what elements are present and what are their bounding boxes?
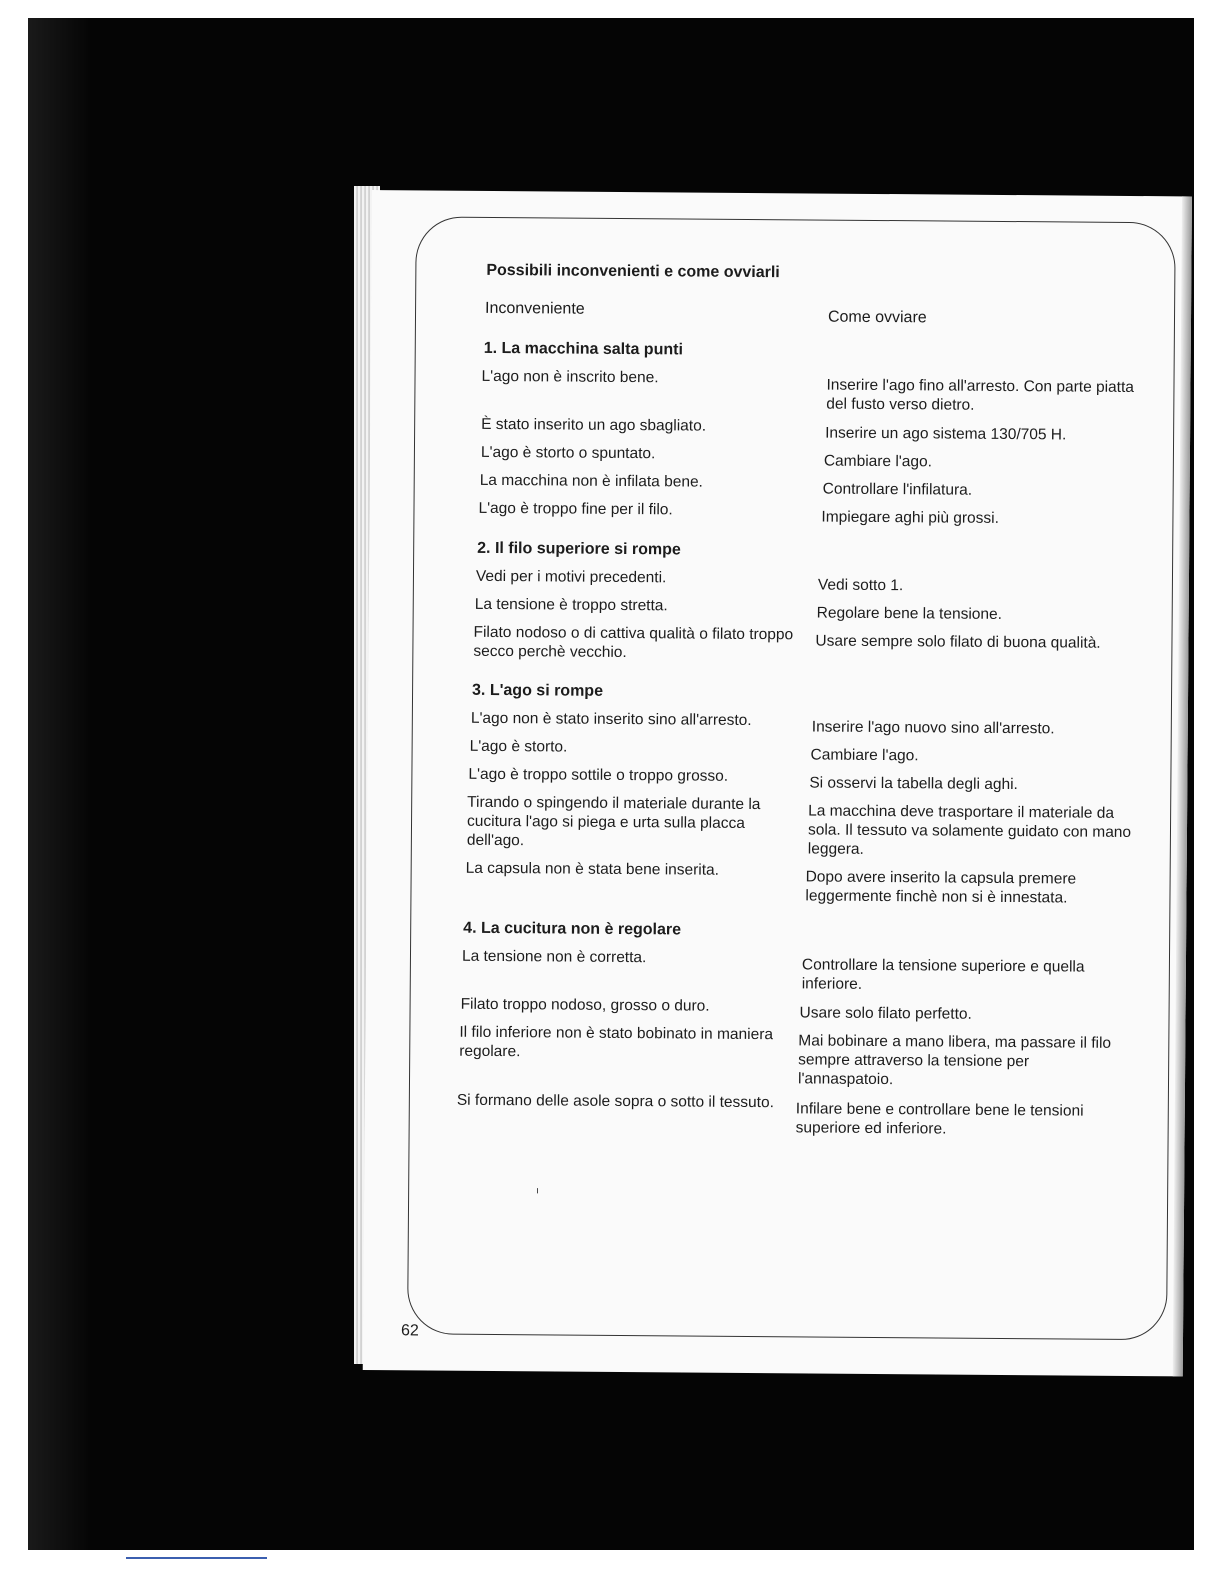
remedy-text: Regolare bene la tensione. <box>816 604 1003 623</box>
remedy-text: Usare sempre solo filato di buona qualità. <box>815 632 1101 652</box>
remedy-text: Inserire l'ago nuovo sino all'arresto. <box>811 718 1055 738</box>
scan-edge-shade <box>28 18 88 1550</box>
problem-text: Il filo inferiore non è stato bobinato in maniera regolare. <box>459 1023 774 1061</box>
problem-text: L'ago è troppo fine per il filo. <box>478 499 673 519</box>
problem-text: La macchina non è infilata bene. <box>479 471 703 491</box>
page-title: Possibili inconvenienti e come ovviarli <box>486 261 780 282</box>
problem-text: La capsula non è stata bene inserita. <box>465 859 720 879</box>
problem-text: Tirando o spingendo il materiale durante la cucitura l'ago si piega e urta sulla placca dell'ago. <box>466 793 761 850</box>
remedy-text: Controllare la tensione superiore e quella inferiore. <box>801 956 1085 993</box>
blue-rule-line <box>126 1557 267 1559</box>
stray-mark: ı <box>536 1185 539 1197</box>
problem-text: L'ago è troppo sottile o troppo grosso. <box>468 765 729 785</box>
remedy-text: Usare solo filato perfetto. <box>799 1004 972 1023</box>
section-title: 3. L'ago si rompe <box>472 681 604 700</box>
problem-text: Si formano delle asole sopra o sotto il tessuto. <box>456 1091 774 1112</box>
problem-text: L'ago è storto. <box>469 737 568 756</box>
remedy-text: La macchina deve trasportare il materiale da sola. Il tessuto va solamente guidato con mano leggera. <box>807 802 1132 858</box>
problem-text: Filato nodoso o di cattiva qualità o filato troppo secco perchè vecchio. <box>473 623 794 662</box>
remedy-text: Inserire un ago sistema 130/705 H. <box>825 424 1067 444</box>
problem-text: Filato troppo nodoso, grosso o duro. <box>460 995 710 1015</box>
remedy-text: Infilare bene e controllare bene le tensioni superiore ed inferiore. <box>795 1100 1084 1138</box>
problem-text: La tensione non è corretta. <box>461 947 647 967</box>
remedy-text: Impiegare aghi più grossi. <box>821 508 1000 527</box>
section-title: 4. La cucitura non è regolare <box>463 919 682 939</box>
book-page <box>363 190 1192 1376</box>
remedy-text: Dopo avere inserito la capsula premere leggermente finchè non si è innestata. <box>805 868 1077 907</box>
problem-text: Vedi per i motivi precedenti. <box>475 567 667 587</box>
page-number: 62 <box>400 1322 419 1340</box>
section-title: 2. Il filo superiore si rompe <box>477 539 681 559</box>
remedy-text: Inserire l'ago fino all'arresto. Con parte piatta del fusto verso dietro. <box>826 376 1135 414</box>
column-header-problem: Inconveniente <box>485 299 585 318</box>
remedy-text: Si osservi la tabella degli aghi. <box>809 774 1018 794</box>
problem-text: L'ago non è inscrito bene. <box>481 367 659 387</box>
problem-text: La tensione è troppo stretta. <box>474 595 668 615</box>
remedy-text: Cambiare l'ago. <box>823 452 933 471</box>
remedy-text: Vedi sotto 1. <box>817 576 904 595</box>
section-title: 1. La macchina salta punti <box>483 339 683 359</box>
problem-text: L'ago è storto o spuntato. <box>480 443 656 463</box>
remedy-text: Controllare l'infilatura. <box>822 480 973 499</box>
remedy-text: Cambiare l'ago. <box>810 746 919 765</box>
problem-text: L'ago non è stato inserito sino all'arresto. <box>470 709 752 729</box>
remedy-text: Mai bobinare a mano libera, ma passare il filo sempre attraverso la tensione per l'annaspatoio. <box>797 1032 1112 1089</box>
column-header-remedy: Come ovviare <box>827 308 927 327</box>
problem-text: È stato inserito un ago sbagliato. <box>481 415 707 435</box>
